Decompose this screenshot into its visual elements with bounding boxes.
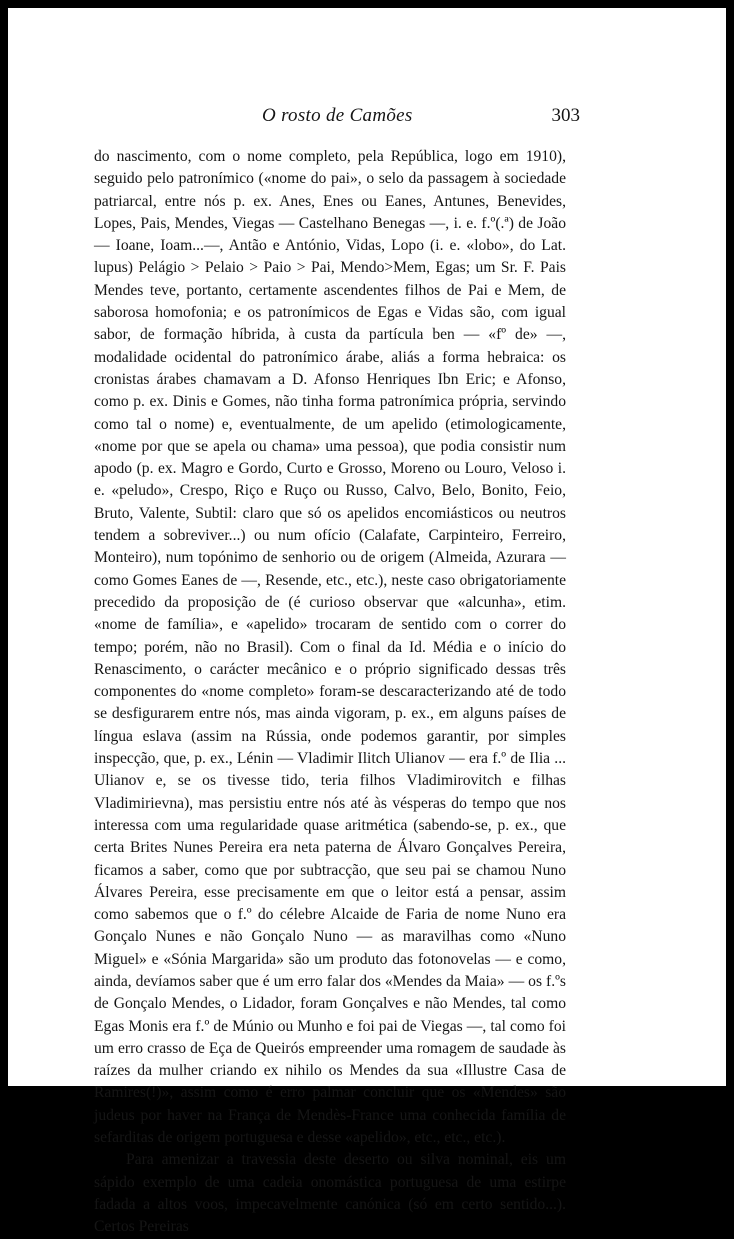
page-number: 303 — [551, 105, 580, 126]
paragraph: Para amenizar a travessia deste deserto ou silva nominal, eis um sápido exemplo de uma cadeia onomástica portuguesa de uma estirpe fadada a altos voos, impecavelmente canónica (só em certo sentido...). Certos Pereiras — [94, 1151, 566, 1236]
running-title: O rosto de Camões — [262, 105, 413, 126]
body-text — [94, 146, 566, 1239]
paragraph: do nascimento, com o nome completo, pela República, logo em 1910), seguido pelo patronímico («nome do pai», o selo da passagem à sociedade patriarcal, entre nós p. ex. Anes, Enes ou Eanes, Antunes, Benevides, Lopes, Pais, Mendes, Viegas — Castelhano Benegas —, i. e. f.º(.ª) de João — Ioane, Ioam...—, Antão e António, Vidas, Lopo (i. e. «lobo», do Lat. lupus) Pelágio > Pelaio > Paio > Pai, Mendo>Mem, Egas; um Sr. F. Pais Mendes teve, portanto, certamente ascendentes filhos de Pai e Mem, de saborosa homofonia; e os patronímicos de Egas e Vidas são, com igual sabor, de formação híbrida, à custa da partícula ben — «fº de» —, modalidade ocidental do patronímico árabe, aliás a forma hebraica: os cronistas árabes chamavam a D. Afonso Henriques Ibn Eric; e Afonso, como p. ex. Dinis e Gomes, não tinha forma patronímica própria, servindo como tal o nome) e, eventualmente, de um apelido (etimologicamente, «nome por que se apela ou chama» uma pessoa), que podia consistir num apodo (p. ex. Magro e Gordo, Curto e Grosso, Moreno ou Louro, Veloso i. e. «peludo», Crespo, Riço e Ruço ou Russo, Calvo, Belo, Bonito, Feio, Bruto, Valente, Subtil: claro que só os apelidos encomiásticos ou neutros tendem a sobreviver...) ou num ofício (Calafate, Carpinteiro, Ferreiro, Monteiro), num topónimo de senhorio ou de origem (Almeida, Azurara — como Gomes Eanes de —, Resende, etc., etc.), neste caso obrigatoriamente precedido da proposição de (é curioso observar que «alcunha», etim. «nome de família», e «apelido» trocaram de sentido com o correr do tempo; porém, não no Brasil). Com o final da Id. Média e o início do Renascimento, o carácter mecânico e o próprio significado dessas três componentes do «nome completo» foram-se descaracterizando até de todo se desfigurarem entre nós, mas ainda vigoram, p. ex., em alguns países de língua eslava (assim na Rússia, onde podemos garantir, por simples inspecção, que, p. ex., Lénin — Vladimir Ilitch Ulianov — era f.º de Ilia ... Ulianov e, se os tivesse tido, teria filhos Vladimirovitch e filhas Vladimirievna), mas persistiu entre nós até às vésperas do tempo que nos interessa com uma regularidade quase aritmética (sabendo-se, p. ex., que certa Brites Nunes Pereira era neta paterna de Álvaro Gonçalves Pereira, ficamos a saber, como que por subtracção, que seu pai se chamou Nuno Álvares Pereira, esse precisamente em que o leitor está a pensar, assim como sabemos que o f.º do célebre Alcaide de Faria de nome Nuno era Gonçalo Nunes e não Gonçalo Nuno — as maravilhas como «Nuno Miguel» e «Sónia Margarida» são um produto das fotonovelas — e como, ainda, devíamos saber que é um erro falar dos «Mendes da Maia» — os f.ºs de Gonçalo Mendes, o Lidador, foram Gonçalves e não Mendes, tal como Egas Monis era f.º de Múnio ou Munho e foi pai de Viegas —, tal como foi um erro crasso de Eça de Queirós empreender uma romagem de saudade às raízes da mulher criando ex nihilo os Mendes da sua «Illustre Casa de Ramires(!)», assim como é erro palmar concluir que os «Mendes» são judeus por haver na França de Mendès-France uma conhecida família de sefarditas de origem portuguesa e desse «apelido», etc., etc., etc.). — [94, 148, 566, 1147]
running-header — [262, 105, 580, 127]
book-page — [8, 8, 726, 1236]
